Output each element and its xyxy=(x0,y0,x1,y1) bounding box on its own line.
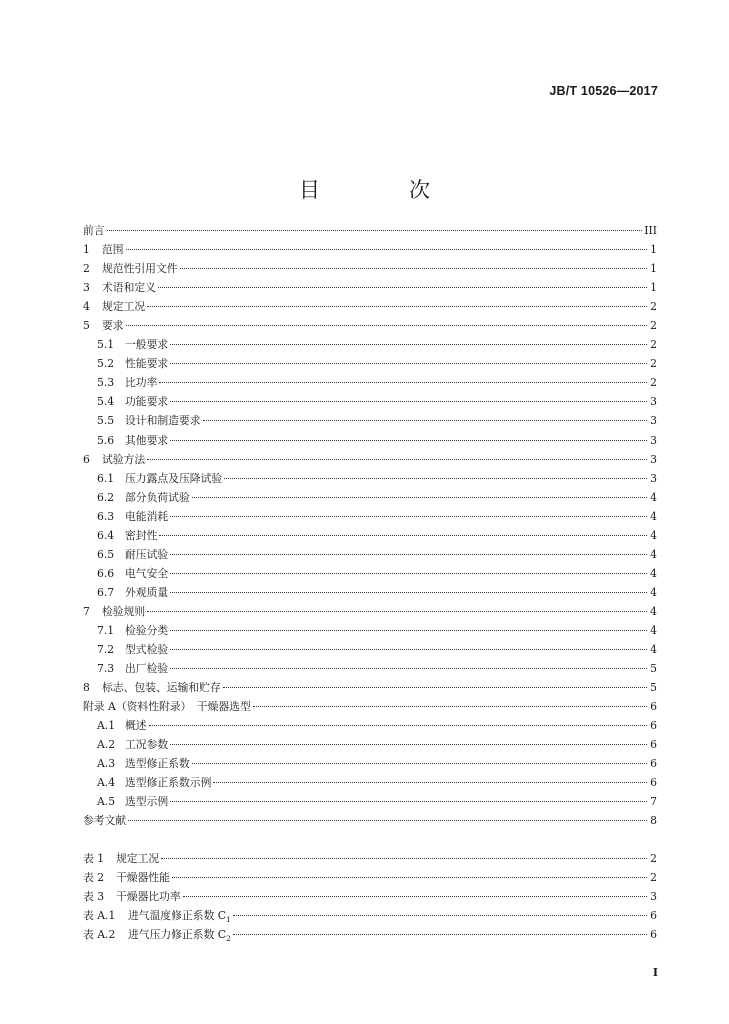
toc-entry[interactable] xyxy=(83,718,657,737)
dot-leader xyxy=(170,744,647,745)
list-of-tables xyxy=(83,851,657,946)
toc-entry-number: 3 xyxy=(83,281,90,295)
toc-entry-title: 出厂检验 xyxy=(125,662,169,676)
toc-entry-title: 压力露点及压降试验 xyxy=(125,471,223,485)
toc-entry-number: 5.5 xyxy=(97,414,115,428)
dot-leader xyxy=(159,535,647,536)
toc-entry-page: 3 xyxy=(650,471,657,485)
toc-entry-number: A.2 xyxy=(97,738,116,752)
dot-leader xyxy=(253,706,647,707)
toc-entry-page: 4 xyxy=(650,490,657,504)
toc-entry-title: 范围 xyxy=(102,243,124,257)
dot-leader xyxy=(170,668,647,669)
toc-entry-page: 4 xyxy=(650,604,657,618)
toc-entry[interactable] xyxy=(83,737,657,756)
toc-entry-number: 6.5 xyxy=(97,547,115,561)
toc-entry-title: 比功率 xyxy=(125,376,158,390)
toc-entry-number: 7 xyxy=(83,604,90,618)
toc-entry-page: 6 xyxy=(650,909,657,923)
toc-entry-number: A.3 xyxy=(97,757,116,771)
toc-entry-title: 术语和定义 xyxy=(102,281,156,295)
dot-leader xyxy=(170,630,647,631)
toc-entry-page: 2 xyxy=(650,852,657,865)
toc-entry-page: 1 xyxy=(650,243,657,257)
dot-leader xyxy=(147,611,647,612)
dot-leader xyxy=(180,268,647,269)
toc-entry[interactable] xyxy=(83,908,657,927)
toc-entry-number: 2 xyxy=(83,262,90,276)
toc-entry-title: 选型示例 xyxy=(125,795,169,809)
dot-leader xyxy=(107,230,643,231)
toc-entry-number: 表 3 xyxy=(83,890,105,904)
toc-entry-number: 5.2 xyxy=(97,357,115,371)
toc-entry[interactable] xyxy=(83,585,657,604)
toc-entry-page: 2 xyxy=(650,338,657,352)
toc-entry-number: 8 xyxy=(83,681,90,695)
toc-entry-page: 4 xyxy=(650,528,657,542)
toc-entry[interactable] xyxy=(83,223,657,242)
toc-entry-number: 5.4 xyxy=(97,395,115,409)
toc-entry-number: 5.1 xyxy=(97,338,115,352)
dot-leader xyxy=(170,516,647,517)
toc-entry[interactable] xyxy=(83,604,657,623)
toc-entry-page: 7 xyxy=(650,795,657,809)
toc-entry-title: 干燥器性能 xyxy=(116,871,170,885)
toc-entry[interactable] xyxy=(83,794,657,813)
toc-entry-page: 3 xyxy=(650,433,657,447)
toc-entry[interactable] xyxy=(83,413,657,432)
toc-entry[interactable] xyxy=(83,299,657,318)
toc-entry-title: 干燥器比功率 xyxy=(116,890,181,904)
toc-entry-number: 5.3 xyxy=(97,376,115,390)
toc-entry[interactable] xyxy=(83,337,657,356)
dot-leader xyxy=(192,763,647,764)
toc-entry-page: 4 xyxy=(650,547,657,561)
toc-entry-page: 4 xyxy=(650,643,657,657)
toc-entry-page: 6 xyxy=(650,757,657,771)
toc-entry-number: 6.7 xyxy=(97,585,115,599)
toc-entry-page: 6 xyxy=(650,700,657,714)
toc-entry-page: 5 xyxy=(650,681,657,695)
toc-entry[interactable] xyxy=(83,699,657,718)
toc-entry-title: 一般要求 xyxy=(125,338,169,352)
toc-entry-title: 外观质量 xyxy=(125,585,169,599)
toc-entry[interactable] xyxy=(83,261,657,280)
toc-entry-page: 5 xyxy=(650,662,657,676)
table-of-contents xyxy=(83,223,657,833)
toc-entry-page: 2 xyxy=(650,376,657,390)
dot-leader xyxy=(233,934,647,935)
toc-entry-page: 4 xyxy=(650,509,657,523)
toc-entry-number: 表 2 xyxy=(83,871,105,885)
dot-leader xyxy=(172,877,647,878)
toc-entry-title: 部分负荷试验 xyxy=(125,490,190,504)
toc-entry-title: 进气温度修正系数 $C_1$ xyxy=(128,909,231,925)
toc-entry-page: 4 xyxy=(650,623,657,637)
dot-leader xyxy=(149,725,647,726)
toc-entry-title: 规定工况 xyxy=(116,852,160,865)
toc-entry[interactable] xyxy=(83,756,657,775)
toc-entry-page: 4 xyxy=(650,585,657,599)
toc-entry-title: 电气安全 xyxy=(125,566,169,580)
toc-entry-number: A.4 xyxy=(97,776,116,790)
toc-entry[interactable] xyxy=(83,623,657,642)
toc-entry[interactable] xyxy=(83,547,657,566)
standard-code: JB/T 10526—2017 xyxy=(549,84,658,98)
toc-entry-page: 2 xyxy=(650,357,657,371)
toc-entry-title: 规定工况 xyxy=(102,300,146,314)
toc-entry-title: 耐压试验 xyxy=(125,547,169,561)
toc-entry-page: 4 xyxy=(650,566,657,580)
toc-entry-title: 概述 xyxy=(125,719,147,733)
toc-entry-number: 6.3 xyxy=(97,509,115,523)
dot-leader xyxy=(192,497,647,498)
dot-leader xyxy=(161,858,647,859)
toc-entry[interactable] xyxy=(83,452,657,471)
dot-leader xyxy=(128,820,647,821)
dot-leader xyxy=(170,344,647,345)
toc-entry-title: 进气压力修正系数 $C_2$ xyxy=(128,928,231,944)
dot-leader xyxy=(126,325,647,326)
dot-leader xyxy=(170,573,647,574)
dot-leader xyxy=(159,382,647,383)
toc-entry-title: 检验分类 xyxy=(125,623,169,637)
toc-entry[interactable] xyxy=(83,433,657,452)
toc-entry-number: 7.1 xyxy=(97,623,115,637)
toc-entry-number: 7.3 xyxy=(97,662,115,676)
toc-entry[interactable] xyxy=(83,394,657,413)
toc-entry-number: 7.2 xyxy=(97,643,115,657)
toc-entry[interactable] xyxy=(83,642,657,661)
dot-leader xyxy=(170,401,647,402)
toc-entry-title: 功能要求 xyxy=(125,395,169,409)
toc-entry-title: 电能消耗 xyxy=(125,509,169,523)
toc-entry[interactable] xyxy=(83,661,657,680)
dot-leader xyxy=(170,440,647,441)
dot-leader xyxy=(213,782,647,783)
dot-leader xyxy=(203,420,647,421)
toc-entry[interactable] xyxy=(83,566,657,585)
toc-entry-page: 6 xyxy=(650,738,657,752)
toc-entry[interactable] xyxy=(83,356,657,375)
toc-entry-number: 表 1 xyxy=(83,852,105,865)
toc-entry-number: A.5 xyxy=(97,795,116,809)
toc-entry[interactable] xyxy=(83,509,657,528)
toc-entry-page: 6 xyxy=(650,928,657,942)
toc-entry-title: 标志、包装、运输和贮存 xyxy=(102,681,221,695)
toc-entry-page: 3 xyxy=(650,414,657,428)
toc-entry[interactable] xyxy=(83,775,657,794)
page-number: I xyxy=(652,966,658,979)
toc-entry-title: 选型修正系数示例 xyxy=(125,776,212,790)
toc-entry-number: 4 xyxy=(83,300,90,314)
toc-entry[interactable] xyxy=(83,889,657,908)
page-title: 目 次 xyxy=(299,178,464,203)
toc-entry-title: 型式检验 xyxy=(125,643,169,657)
toc-entry-number: 表 A.2 xyxy=(83,928,116,942)
toc-entry-number: 6.4 xyxy=(97,528,115,542)
toc-entry-number: 6.1 xyxy=(97,471,115,485)
toc-entry-title: 要求 xyxy=(102,319,124,333)
toc-entry[interactable] xyxy=(83,490,657,509)
toc-entry[interactable] xyxy=(83,680,657,699)
toc-entry-page: 3 xyxy=(650,395,657,409)
toc-entry-title: 检验规则 xyxy=(102,604,146,618)
dot-leader xyxy=(170,363,647,364)
dot-leader xyxy=(147,306,647,307)
toc-entry-number: 6 xyxy=(83,452,90,466)
dot-leader xyxy=(170,801,647,802)
toc-entry[interactable] xyxy=(83,870,657,889)
dot-leader xyxy=(233,915,647,916)
toc-entry[interactable] xyxy=(83,927,657,946)
toc-entry-title: 性能要求 xyxy=(125,357,169,371)
toc-entry-page: 8 xyxy=(650,814,657,828)
toc-entry-page: 6 xyxy=(650,776,657,790)
toc-entry-number: A.1 xyxy=(97,719,116,733)
toc-entry-page: 3 xyxy=(650,890,657,904)
toc-entry-title: 试验方法 xyxy=(102,452,146,466)
toc-entry-number: 5.6 xyxy=(97,433,115,447)
dot-leader xyxy=(147,459,647,460)
dot-leader xyxy=(223,687,647,688)
toc-entry-title: 参考文献 xyxy=(83,814,127,828)
toc-entry[interactable] xyxy=(83,318,657,337)
toc-entry[interactable] xyxy=(83,528,657,547)
toc-entry-title: 密封性 xyxy=(125,528,158,542)
toc-entry-page: 2 xyxy=(650,300,657,314)
toc-entry-number: 表 A.1 xyxy=(83,909,116,923)
dot-leader xyxy=(158,287,647,288)
toc-entry-title: 规范性引用文件 xyxy=(102,262,178,276)
toc-entry-number: 5 xyxy=(83,319,90,333)
toc-entry[interactable] xyxy=(83,813,657,832)
dot-leader xyxy=(183,896,647,897)
toc-entry-number: 6.2 xyxy=(97,490,115,504)
toc-entry-page: 2 xyxy=(650,319,657,333)
dot-leader xyxy=(170,554,647,555)
toc-entry-number: 6.6 xyxy=(97,566,115,580)
dot-leader xyxy=(170,592,647,593)
toc-entry-page: 2 xyxy=(650,871,657,885)
toc-entry-page: III xyxy=(644,224,657,237)
toc-entry-title: 其他要求 xyxy=(125,433,169,447)
toc-entry-page: 1 xyxy=(650,281,657,295)
dot-leader xyxy=(224,478,647,479)
toc-entry[interactable] xyxy=(83,471,657,490)
toc-entry[interactable] xyxy=(83,375,657,394)
toc-entry[interactable] xyxy=(83,242,657,261)
dot-leader xyxy=(126,249,647,250)
dot-leader xyxy=(170,649,647,650)
toc-entry-title: 附录 A（资料性附录） 干燥器选型 xyxy=(83,700,251,714)
toc-entry[interactable] xyxy=(83,280,657,299)
toc-entry-page: 6 xyxy=(650,719,657,733)
toc-entry-title: 选型修正系数 xyxy=(125,757,190,771)
toc-entry-number: 1 xyxy=(83,243,90,257)
toc-entry-page: 3 xyxy=(650,452,657,466)
toc-entry-title: 设计和制造要求 xyxy=(125,414,201,428)
toc-entry-page: 1 xyxy=(650,262,657,276)
toc-entry-title: 前言 xyxy=(83,224,105,237)
toc-entry[interactable] xyxy=(83,851,657,870)
toc-entry-title: 工况参数 xyxy=(125,738,169,752)
